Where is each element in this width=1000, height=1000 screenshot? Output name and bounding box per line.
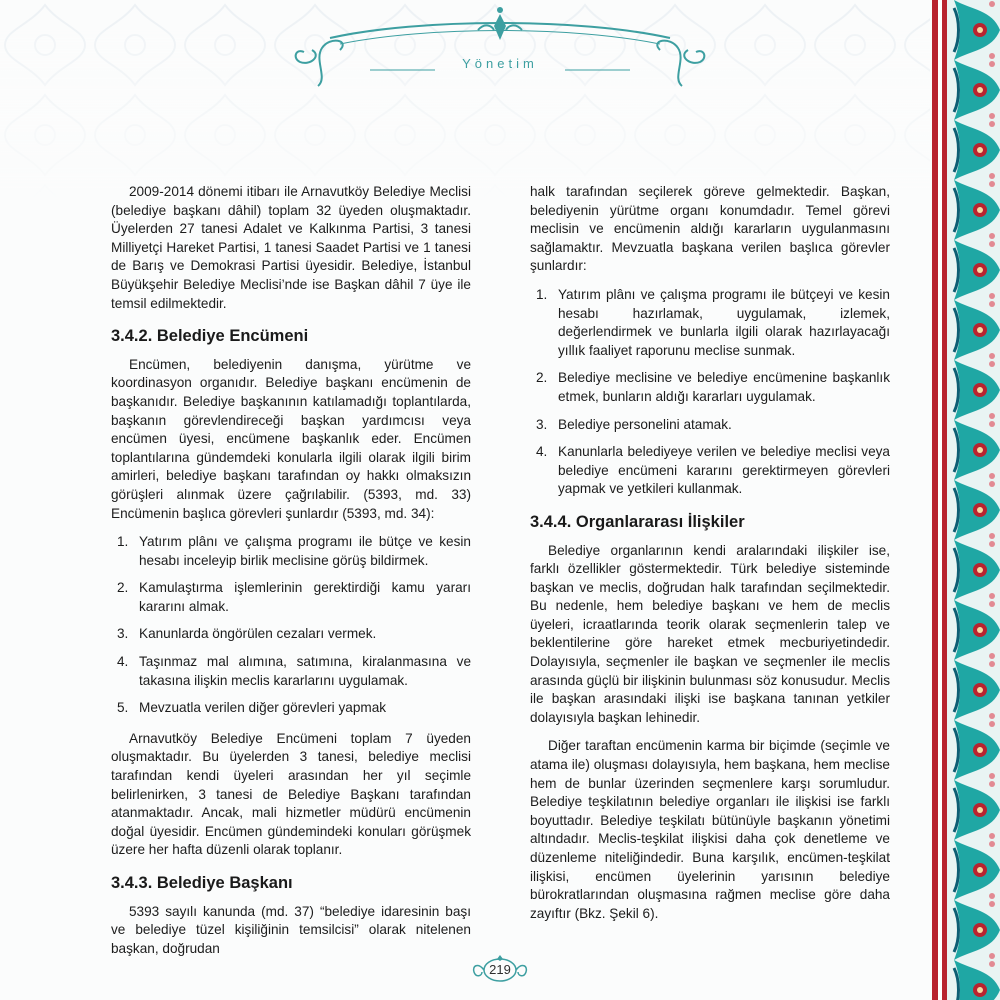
baskan-paragraph: 5393 sayılı kanunda (md. 37) “belediye idaresinin başı ve belediye tüzel kişiliğinin temsilcisi” olarak nitelenen başkan, doğrudan <box>111 903 471 956</box>
ornamental-border <box>932 0 1000 1000</box>
section-title: Yönetim <box>462 56 538 71</box>
list-number: 5. <box>117 700 129 716</box>
encumen-duties-list <box>111 533 471 718</box>
organlar-paragraph-1: Belediye organlarının kendi aralarındaki ilişkiler ise, farklı özellikler göstermektedir. Türk belediye sisteminde başkan ve meclis, doğrudan halk tarafından seçilmektedir. Bu nedenle, hem belediye başkanı ve hem de meclis üyeleri, icraatlarında teorik olarak seçmenlerin talep ve beklentilerine göre hareket etmek mecburiyetindedir. Dolayısıyla, seçmenler ile başkan ve seçmenler ile meclis arasında güçlü bir ilişkinin bulunması söz konusudur. Meclis ile başkan arasındaki ilişki ise başkana tanınan yetkiler dolayısıyla başkan lehinedir. <box>530 542 890 725</box>
list-number: 2. <box>536 370 548 386</box>
list-item <box>530 443 890 499</box>
encumen-paragraph: Encümen, belediyenin danışma, yürütme ve koordinasyon organıdır. Belediye başkanı encümenin de başkanıdır. Belediye başkanının katılamadığı toplantılarda, başkanın görevlendireceği başkan yardımcısı veya encümen üyesi, encümene başkanlık eder. Encümen toplantılarına gündemdeki konularla ilgili olarak ilgili birim amirleri, belediye başkanı tarafından oy hakkı olmaksızın görüşleri alınmak üzere çağrılabilir. (5393, md. 33) Encümenin başlıca görevleri şunlardır (5393, md. 34): <box>111 356 471 521</box>
list-item <box>111 533 471 570</box>
heading-belediye-baskani: 3.4.3. Belediye Başkanı <box>111 874 293 892</box>
list-number: 1. <box>117 534 129 550</box>
intro-paragraph: 2009-2014 dönemi itibarı ile Arnavutköy Belediye Meclisi (belediye başkanı dâhil) toplam 32 üyeden oluşmaktadır. Üyelerden 27 tanesi Adalet ve Kalkınma Partisi, 3 tanesi Milliyetçi Hareket Partisi, 1 tanesi Saadet Partisi ve 1 tanesi de Barış ve Demokrasi Partisi üyesidir. Belediye, İstanbul Büyükşehir Belediye Meclisi’nde ise Başkan dâhil 7 üye ile temsil edilmektedir. <box>111 184 471 311</box>
list-number: 3. <box>117 626 129 642</box>
heading-belediye-encumeni: 3.4.2. Belediye Encümeni <box>111 327 309 346</box>
list-text: Yatırım plânı ve çalışma programı ile bütçe ve kesin hesabı inceleyip birlik meclisine görüş bildirmek. <box>139 534 471 568</box>
list-number: 3. <box>536 416 548 432</box>
list-text: Kamulaştırma işlemlerinin gerektirdiği kamu yararı kararını almak. <box>139 580 471 614</box>
encumen-members-paragraph: Arnavutköy Belediye Encümeni toplam 7 üyeden oluşmaktadır. Bu üyelerden 3 tanesi, belediye meclisi tarafından kendi üyeleri arasından her yıl seçimle belirlenirken, 3 tanesi de Belediye Başkanı tarafından atanmaktadır. Ancak, mali hizmetler müdürü encümenin doğal üyesidir. Encümen gündemindeki konuları görüşmek üzere her hafta düzenli olarak toplanır. <box>111 730 471 858</box>
organlar-paragraph-2: Diğer taraftan encümenin karma bir biçimde (seçimle ve atama ile) oluşması dolayısıyla, hem başkana, hem meclise hem de bunlar üzerinden seçmenlere karşı sorumludur. Belediye teşkilatının belediye organları ile ilişkisi ise farklı boyuttadır. Belediye teşkilatı bütünüyle başkanın yönetimi altındadır. Meclis-teşkilat ilişkisi daha çok denetleme ve düzenleme niteliğindedir. Buna karşılık, encümen-teşkilat ilişkisi, encümen üyelerinin yarısının belediye bürokratlarından oluşmasına rağmen meclise göre daha zayıftır (Bkz. Şekil 6). <box>530 738 890 921</box>
list-number: 2. <box>117 580 129 596</box>
list-text: Kanunlarda öngörülen cezaları vermek. <box>139 626 377 642</box>
list-item <box>530 416 890 435</box>
list-text: Belediye personelini atamak. <box>558 416 732 432</box>
list-item <box>111 625 471 644</box>
list-item <box>530 286 890 360</box>
list-number: 4. <box>117 654 129 670</box>
list-text: Mevzuatla verilen diğer görevleri yapmak <box>139 700 387 716</box>
right-column <box>530 183 890 933</box>
list-item <box>530 369 890 406</box>
list-text: Kanunlarla belediyeye verilen ve belediye meclisi veya belediye encümeni kararını gerektirmeyen görevleri yapmak ve yetkileri kullanmak. <box>558 444 890 497</box>
list-number: 4. <box>536 444 548 460</box>
list-number: 1. <box>536 286 548 302</box>
left-column <box>111 183 471 968</box>
page-number: 219 <box>489 962 511 977</box>
baskan-continued-paragraph: halk tarafından seçilerek göreve gelmektedir. Başkan, belediyenin yürütme organı konumdadır. Temel görevi meclisin ve encümenin aldığı kararların uygulanmasını sağlamaktır. Mevzuatla başkana verilen başlıca görevler şunlardır: <box>530 184 890 274</box>
list-item <box>111 653 471 690</box>
baskan-duties-list <box>530 286 890 499</box>
list-item <box>111 699 471 718</box>
heading-organlararasi-iliskiler: 3.4.4. Organlararası İlişkiler <box>530 512 745 531</box>
list-text: Taşınmaz mal alımına, satımına, kiralanmasına ve takasına ilişkin meclis kararlarını uygulamak. <box>139 654 471 688</box>
list-text: Yatırım plânı ve çalışma programı ile bütçeyi ve kesin hesabı hazırlamak, uygulamak, izlemek, değerlendirmek ve bunlarla ilgili olarak hazırlayacağı yıllık faaliyet raporunu meclise sunmak. <box>558 286 890 358</box>
list-item <box>111 579 471 616</box>
list-text: Belediye meclisine ve belediye encümenine başkanlık etmek, bunların aldığı kararları uygulamak. <box>558 370 890 404</box>
header-ornament <box>270 0 730 110</box>
